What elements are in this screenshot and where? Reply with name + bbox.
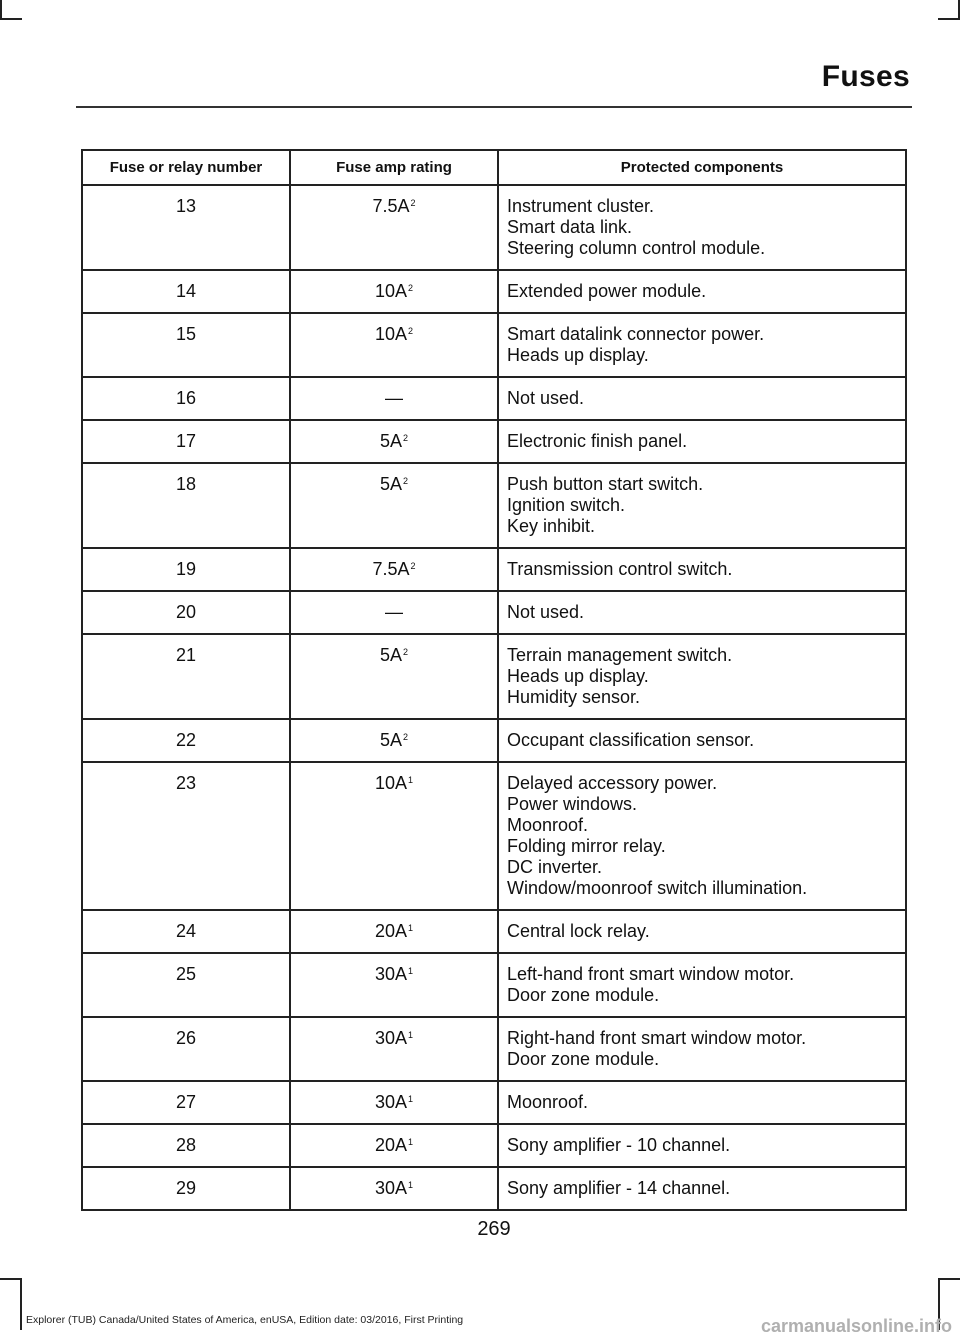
fuse-table (81, 149, 907, 1211)
footnote-marker: 2 (408, 326, 414, 336)
component-item: Power windows. (507, 794, 638, 814)
amp-rating-value: 10A (374, 281, 407, 301)
component-item: Electronic finish panel. (507, 431, 688, 451)
component-item: DC inverter. (507, 857, 603, 877)
footnote-marker: 1 (408, 923, 414, 933)
amp-rating-cell (290, 313, 498, 377)
protected-components-cell (498, 1124, 906, 1167)
page-number: 269 (477, 1218, 511, 1240)
amp-rating-value: 30A (374, 964, 407, 984)
amp-rating-cell (290, 1017, 498, 1081)
amp-rating-cell (290, 953, 498, 1017)
table-row (82, 591, 906, 634)
fuse-number-cell: 26 (82, 1017, 290, 1081)
component-item: Sony amplifier - 10 channel. (507, 1135, 731, 1155)
protected-components-cell (498, 313, 906, 377)
fuse-number-cell: 17 (82, 420, 290, 463)
table-row (82, 377, 906, 420)
component-item: Left-hand front smart window motor. (507, 964, 795, 984)
amp-rating-cell (290, 719, 498, 762)
fuse-number-cell: 24 (82, 910, 290, 953)
fuse-number-cell: 18 (82, 463, 290, 548)
amp-rating-cell (290, 420, 498, 463)
component-item: Instrument cluster. (507, 196, 655, 216)
table-row (82, 270, 906, 313)
component-item: Key inhibit. (507, 516, 596, 536)
component-item: Heads up display. (507, 666, 649, 686)
amp-rating-cell (290, 1167, 498, 1210)
title-divider (76, 106, 912, 108)
component-item: Transmission control switch. (507, 559, 733, 579)
footnote-marker: 1 (408, 1180, 414, 1190)
protected-components-cell (498, 762, 906, 910)
amp-rating-cell (290, 634, 498, 719)
watermark: carmanualsonline.info (760, 1316, 952, 1336)
table-row (82, 762, 906, 910)
footer-edition-text: Explorer (TUB) Canada/United States of America, enUSA, Edition date: 03/2016, First Printing (26, 1314, 464, 1326)
footnote-marker: 1 (408, 775, 414, 785)
table-row (82, 1167, 906, 1210)
component-item: Moonroof. (507, 815, 589, 835)
table-row (82, 1081, 906, 1124)
amp-rating-value: 20A (374, 921, 407, 941)
footnote-marker: 1 (408, 1030, 414, 1040)
amp-rating-cell (290, 762, 498, 910)
component-item: Not used. (507, 602, 585, 622)
crop-mark (938, 18, 960, 20)
footnote-marker: 1 (408, 1137, 414, 1147)
component-item: Steering column control module. (507, 238, 766, 258)
component-item: Folding mirror relay. (507, 836, 666, 856)
amp-rating-value: 30A (374, 1092, 407, 1112)
amp-rating-value: — (385, 602, 403, 622)
amp-rating-value: 7.5A (372, 196, 410, 216)
amp-rating-value: 7.5A (372, 559, 410, 579)
table-row (82, 313, 906, 377)
table-row (82, 953, 906, 1017)
protected-components-cell (498, 548, 906, 591)
protected-components-cell (498, 591, 906, 634)
table-row (82, 420, 906, 463)
component-item: Door zone module. (507, 1049, 660, 1069)
fuse-number-cell: 23 (82, 762, 290, 910)
component-item: Humidity sensor. (507, 687, 641, 707)
protected-components-cell (498, 463, 906, 548)
fuse-number-cell: 14 (82, 270, 290, 313)
amp-rating-value: 5A (379, 474, 402, 494)
amp-rating-value: 10A (374, 773, 407, 793)
table-row (82, 719, 906, 762)
footnote-marker: 2 (410, 198, 416, 208)
component-item: Smart data link. (507, 217, 633, 237)
amp-rating-cell (290, 1124, 498, 1167)
footnote-marker: 2 (408, 283, 414, 293)
protected-components-cell (498, 270, 906, 313)
component-item: Occupant classification sensor. (507, 730, 755, 750)
fuse-number-cell: 22 (82, 719, 290, 762)
component-item: Push button start switch. (507, 474, 704, 494)
footnote-marker: 2 (403, 732, 409, 742)
protected-components-cell (498, 719, 906, 762)
component-item: Sony amplifier - 14 channel. (507, 1178, 731, 1198)
component-item: Not used. (507, 388, 585, 408)
crop-mark (20, 1280, 22, 1330)
table-row (82, 463, 906, 548)
table-row (82, 910, 906, 953)
component-item: Door zone module. (507, 985, 660, 1005)
component-item: Terrain management switch. (507, 645, 733, 665)
table-row (82, 1017, 906, 1081)
amp-rating-cell (290, 463, 498, 548)
protected-components-cell (498, 634, 906, 719)
fuse-number-cell: 19 (82, 548, 290, 591)
component-item: Extended power module. (507, 281, 707, 301)
crop-mark (0, 0, 2, 18)
crop-mark (0, 18, 22, 20)
page-title: Fuses (821, 60, 910, 93)
protected-components-cell (498, 1167, 906, 1210)
protected-components-cell (498, 910, 906, 953)
fuse-number-cell: 13 (82, 185, 290, 270)
table-row (82, 634, 906, 719)
protected-components-cell (498, 377, 906, 420)
component-item: Window/moonroof switch illumination. (507, 878, 808, 898)
fuse-number-cell: 21 (82, 634, 290, 719)
protected-components-cell (498, 1081, 906, 1124)
footnote-marker: 1 (408, 1094, 414, 1104)
amp-rating-cell (290, 377, 498, 420)
table-row (82, 185, 906, 270)
protected-components-cell (498, 420, 906, 463)
protected-components-cell (498, 953, 906, 1017)
footnote-marker: 1 (408, 966, 414, 976)
column-header-protected-components: Protected components (498, 150, 906, 185)
amp-rating-cell (290, 1081, 498, 1124)
amp-rating-value: — (385, 388, 403, 408)
footnote-marker: 2 (410, 561, 416, 571)
protected-components-cell (498, 185, 906, 270)
component-item: Moonroof. (507, 1092, 589, 1112)
amp-rating-cell (290, 185, 498, 270)
component-item: Heads up display. (507, 345, 649, 365)
table-row (82, 548, 906, 591)
table-header-row (82, 150, 906, 185)
table-row (82, 1124, 906, 1167)
crop-mark (938, 1278, 960, 1280)
amp-rating-value: 5A (379, 645, 402, 665)
fuse-number-cell: 27 (82, 1081, 290, 1124)
amp-rating-cell (290, 591, 498, 634)
amp-rating-cell (290, 270, 498, 313)
fuse-number-cell: 28 (82, 1124, 290, 1167)
amp-rating-cell (290, 548, 498, 591)
component-item: Delayed accessory power. (507, 773, 718, 793)
column-header-fuse-number: Fuse or relay number (82, 150, 290, 185)
fuse-table-body (82, 185, 906, 1210)
fuse-number-cell: 25 (82, 953, 290, 1017)
column-header-amp-rating: Fuse amp rating (290, 150, 498, 185)
footnote-marker: 2 (403, 433, 409, 443)
amp-rating-value: 10A (374, 324, 407, 344)
fuse-number-cell: 15 (82, 313, 290, 377)
component-item: Ignition switch. (507, 495, 626, 515)
protected-components-cell (498, 1017, 906, 1081)
fuse-number-cell: 20 (82, 591, 290, 634)
amp-rating-value: 5A (379, 730, 402, 750)
amp-rating-value: 5A (379, 431, 402, 451)
fuse-number-cell: 29 (82, 1167, 290, 1210)
crop-mark (0, 1278, 22, 1280)
amp-rating-cell (290, 910, 498, 953)
component-item: Central lock relay. (507, 921, 650, 941)
fuse-number-cell: 16 (82, 377, 290, 420)
amp-rating-value: 30A (374, 1028, 407, 1048)
component-item: Smart datalink connector power. (507, 324, 765, 344)
footnote-marker: 2 (403, 476, 409, 486)
footnote-marker: 2 (403, 647, 409, 657)
amp-rating-value: 20A (374, 1135, 407, 1155)
amp-rating-value: 30A (374, 1178, 407, 1198)
component-item: Right-hand front smart window motor. (507, 1028, 807, 1048)
